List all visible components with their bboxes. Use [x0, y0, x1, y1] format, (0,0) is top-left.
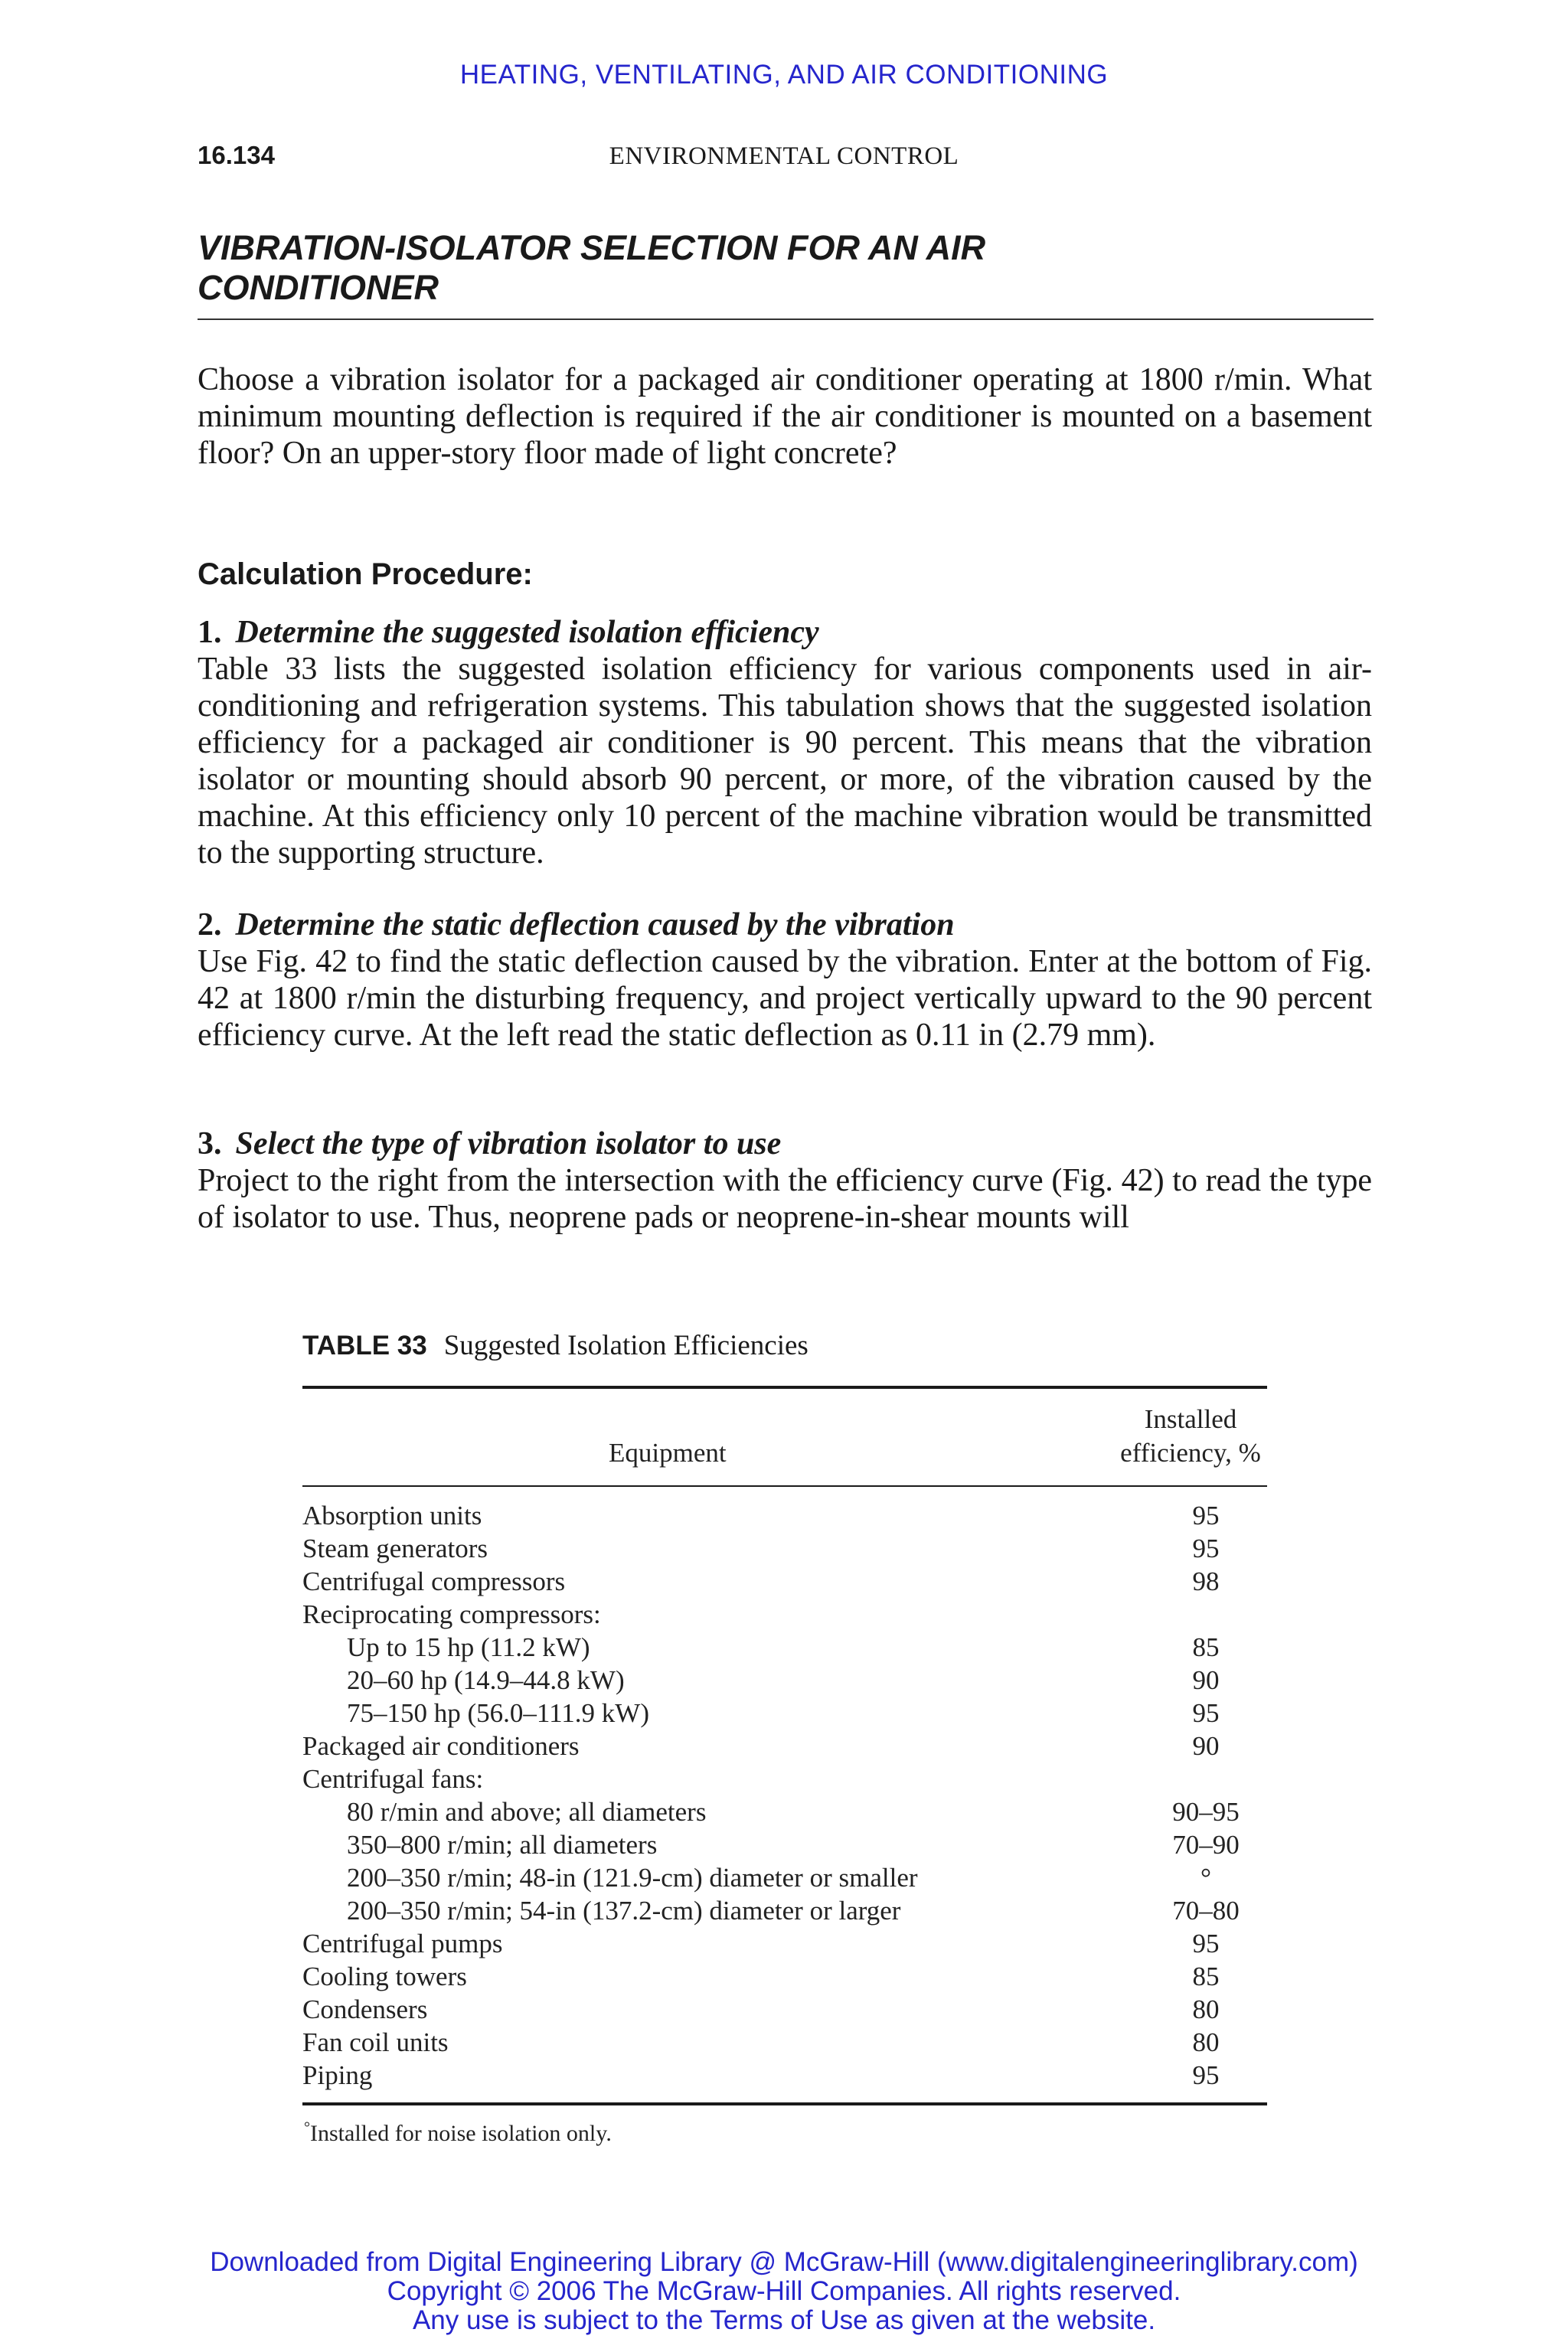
efficiency-cell: 90–95 [1172, 1797, 1240, 1827]
efficiency-cell: 95 [1192, 2060, 1220, 2090]
efficiency-cell: 90 [1192, 1731, 1220, 1761]
equipment-cell: Reciprocating compressors: [302, 1599, 601, 1629]
table-title: Suggested Isolation Efficiencies [443, 1330, 808, 1361]
equipment-cell: Steam generators [302, 1534, 488, 1563]
equipment-cell: Up to 15 hp (11.2 kW) [347, 1632, 590, 1662]
column-header-efficiency [1087, 1403, 1294, 1470]
equipment-cell: Piping [302, 2060, 373, 2090]
footer-download-notice: Downloaded from Digital Engineering Library @ McGraw-Hill (www.digitalengineeringlibrary.com) [210, 2247, 1358, 2277]
table-row [302, 2027, 1267, 2060]
section-name: ENVIRONMENTAL CONTROL [609, 142, 959, 170]
table-row [302, 1764, 1267, 1797]
table-label: TABLE 33 [302, 1331, 427, 1361]
equipment-cell: Centrifugal fans: [302, 1764, 484, 1794]
efficiency-cell: 70–90 [1172, 1830, 1240, 1860]
article-title-line-1: VIBRATION-ISOLATOR SELECTION FOR AN AIR [198, 228, 986, 267]
footer-copyright: Copyright © 2006 The McGraw-Hill Companies. All rights reserved. [387, 2276, 1181, 2306]
table-row [302, 2060, 1267, 2093]
table-top-rule [302, 1386, 1267, 1389]
efficiency-cell: 80 [1192, 2027, 1220, 2057]
efficiency-cell: ° [1200, 1863, 1211, 1893]
table-header-rule [302, 1485, 1267, 1487]
equipment-cell: 20–60 hp (14.9–44.8 kW) [347, 1665, 625, 1695]
efficiency-cell: 90 [1192, 1665, 1220, 1695]
step-2-heading [198, 906, 955, 943]
table-row [302, 1731, 1267, 1764]
efficiency-cell: 98 [1192, 1566, 1220, 1596]
efficiency-cell: 85 [1192, 1962, 1220, 1991]
equipment-cell: 200–350 r/min; 54-in (137.2-cm) diameter or larger [347, 1896, 901, 1926]
table-row [302, 1698, 1267, 1731]
problem-statement: Choose a vibration isolator for a packaged air conditioner operating at 1800 r/min. What minimum mounting deflection is required if the air conditioner is mounted on a basement floor? On an upper-story floor made of light concrete? [198, 362, 1372, 471]
procedure-heading: Calculation Procedure: [198, 557, 533, 591]
table-row [302, 1830, 1267, 1863]
column-header-efficiency-line-1: Installed [1144, 1404, 1237, 1434]
article-title [198, 228, 1377, 308]
equipment-cell: Centrifugal pumps [302, 1929, 503, 1958]
step-3-number: 3. [198, 1126, 222, 1161]
table-row [302, 1566, 1267, 1599]
page-number: 16.134 [198, 141, 275, 169]
footnote-text: Installed for noise isolation only. [310, 2121, 612, 2146]
article-title-line-2: CONDITIONER [198, 268, 439, 307]
table-row [302, 1599, 1267, 1632]
table-footnote [304, 2119, 612, 2147]
column-header-efficiency-line-2: efficiency, % [1120, 1438, 1261, 1468]
efficiency-cell: 95 [1192, 1534, 1220, 1563]
table-row [302, 1501, 1267, 1534]
table-row [302, 1896, 1267, 1929]
step-1-heading [198, 614, 819, 651]
equipment-cell: Absorption units [302, 1501, 482, 1530]
table-row [302, 1929, 1267, 1962]
running-head: HEATING, VENTILATING, AND AIR CONDITIONING [459, 60, 1109, 90]
efficiency-cell: 80 [1192, 1994, 1220, 2024]
table-row [302, 1665, 1267, 1698]
equipment-cell: 350–800 r/min; all diameters [347, 1830, 658, 1860]
step-2-text: Use Fig. 42 to find the static deflection caused by the vibration. Enter at the bottom of Fig. 42 at 1800 r/min the disturbing frequency, and project vertically upward to the 90 percent efficiency curve. At the left read the static deflection as 0.11 in (2.79 mm). [198, 944, 1372, 1053]
footer-terms-notice: Any use is subject to the Terms of Use as given at the website. [412, 2305, 1156, 2335]
table-row [302, 1994, 1267, 2027]
table-row [302, 1863, 1267, 1896]
table-row [302, 1534, 1267, 1566]
column-header-equipment: Equipment [609, 1438, 727, 1468]
efficiency-cell: 70–80 [1172, 1896, 1240, 1926]
equipment-cell: Centrifugal compressors [302, 1566, 566, 1596]
step-3-heading [198, 1125, 781, 1162]
table-caption [302, 1329, 808, 1362]
step-2-title: Determine the static deflection caused by the vibration [235, 907, 955, 942]
efficiency-cell: 95 [1192, 1698, 1220, 1728]
footnote-mark: ° [304, 2119, 310, 2136]
efficiency-cell: 95 [1192, 1929, 1220, 1958]
step-3-title: Select the type of vibration isolator to use [235, 1126, 782, 1161]
equipment-cell: 75–150 hp (56.0–111.9 kW) [347, 1698, 649, 1728]
title-divider [198, 318, 1374, 320]
equipment-cell: 80 r/min and above; all diameters [347, 1797, 707, 1827]
equipment-cell: Packaged air conditioners [302, 1731, 580, 1761]
step-3-text: Project to the right from the intersection with the efficiency curve (Fig. 42) to read the type of isolator to use. Thus, neoprene pads or neoprene-in-shear mounts will [198, 1163, 1372, 1235]
table-bottom-rule [302, 2102, 1267, 2105]
step-2-number: 2. [198, 907, 222, 942]
step-1-title: Determine the suggested isolation efficiency [235, 615, 819, 650]
equipment-cell: Condensers [302, 1994, 428, 2024]
table-row [302, 1797, 1267, 1830]
step-1-text: Table 33 lists the suggested isolation efficiency for various components used in air-conditioning and refrigeration systems. This tabulation shows that the suggested isolation efficiency for a packaged air conditioner is 90 percent. This means that the vibration isolator or mounting should absorb 90 percent, or more, of the vibration caused by the machine. At this efficiency only 10 percent of the machine vibration would be transmitted to the supporting structure. [198, 652, 1372, 871]
table-row [302, 1962, 1267, 1994]
equipment-cell: Fan coil units [302, 2027, 449, 2057]
table-row [302, 1632, 1267, 1665]
efficiency-cell: 85 [1192, 1632, 1220, 1662]
efficiency-cell: 95 [1192, 1501, 1220, 1530]
equipment-cell: 200–350 r/min; 48-in (121.9-cm) diameter or smaller [347, 1863, 918, 1893]
equipment-cell: Cooling towers [302, 1962, 467, 1991]
step-1-number: 1. [198, 615, 222, 650]
